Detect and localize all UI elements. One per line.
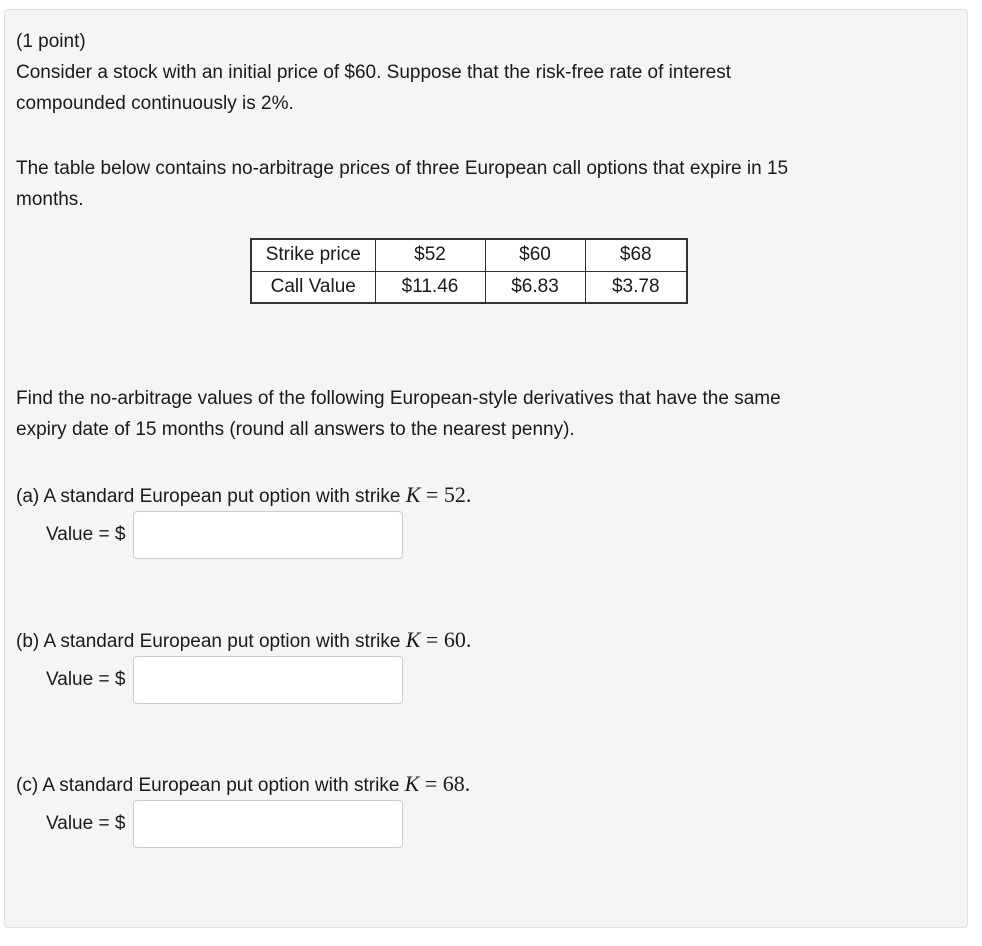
part-a-answer-input[interactable] (133, 511, 403, 559)
part-a-text: (a) A standard European put option with strike (16, 486, 406, 507)
table-cell: $3.78 (585, 271, 687, 303)
table-intro-line-1: The table below contains no-arbitrage prices of three European call options that expire in 15 (16, 158, 789, 179)
part-b-eq: = (420, 627, 444, 652)
table-cell: $6.83 (485, 271, 585, 303)
part-c-eq: = (419, 771, 443, 796)
part-b-text: (b) A standard European put option with strike (16, 631, 406, 652)
table-row-strike (251, 239, 687, 271)
part-b-value-label: Value = $ (46, 669, 126, 690)
table-header-strike: Strike price (251, 239, 375, 271)
points-label: (1 point) (16, 31, 86, 52)
find-line-2: expiry date of 15 months (round all answers to the nearest penny). (16, 419, 575, 440)
part-a-eq: = (420, 482, 444, 507)
table-cell: $60 (485, 239, 585, 271)
call-values-table (250, 238, 688, 304)
part-b-question (16, 624, 471, 657)
part-a-question (16, 479, 471, 512)
find-line-1: Find the no-arbitrage values of the following European-style derivatives that have the same (16, 388, 781, 409)
part-b-num: 60. (443, 627, 472, 652)
part-c-num: 68. (442, 771, 471, 796)
table-intro-line-2: months. (16, 189, 84, 210)
intro-line-1: Consider a stock with an initial price of $60. Suppose that the risk-free rate of interest (16, 62, 731, 83)
part-a-answer-row (46, 511, 403, 559)
part-c-text: (c) A standard European put option with strike (16, 775, 405, 796)
table-cell: $11.46 (375, 271, 485, 303)
part-b-answer-input[interactable] (133, 656, 403, 704)
part-c-answer-row (46, 800, 403, 848)
table-cell: $68 (585, 239, 687, 271)
part-c-answer-input[interactable] (133, 800, 403, 848)
part-a-var: K (405, 482, 421, 507)
table-header-call: Call Value (251, 271, 375, 303)
part-b-answer-row (46, 656, 403, 704)
part-b-var: K (405, 627, 421, 652)
part-c-value-label: Value = $ (46, 813, 126, 834)
intro-line-2: compounded continuously is 2%. (16, 93, 294, 114)
part-c-var: K (404, 771, 420, 796)
part-a-num: 52. (443, 482, 472, 507)
part-a-value-label: Value = $ (46, 524, 126, 545)
part-c-question (16, 768, 470, 801)
table-cell: $52 (375, 239, 485, 271)
table-row-call (251, 271, 687, 303)
